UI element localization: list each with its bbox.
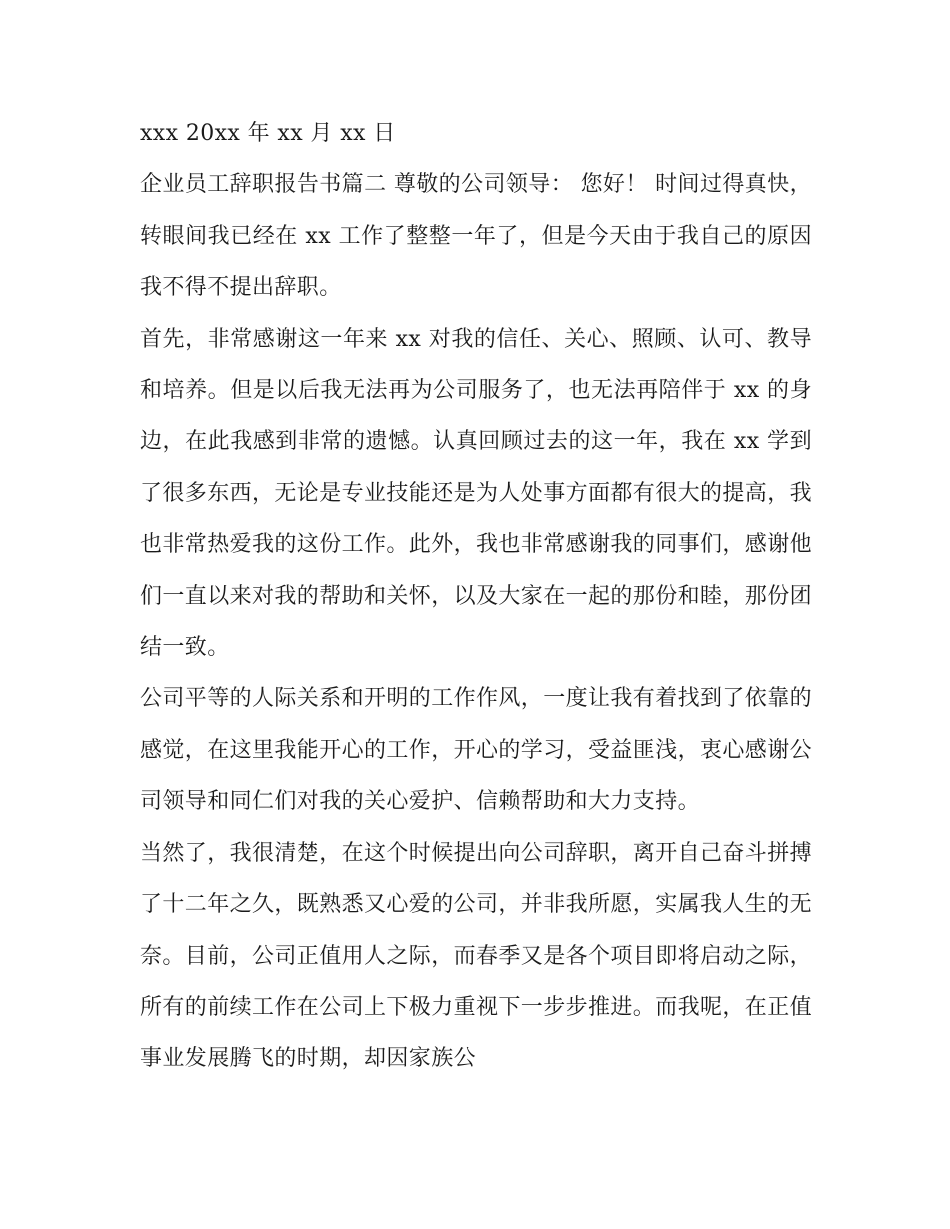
paragraph-greeting: 企业员工辞职报告书篇二 尊敬的公司领导： 您好！ 时间过得真快，转眼间我已经在 xx 工作了整整一年了，但是今天由于我自己的原因我不得不提出辞职。: [140, 172, 812, 301]
date-line: xxx 20xx 年 xx 月 xx 日: [140, 121, 396, 146]
document-body: [140, 108, 812, 1085]
paragraph-reason: 当然了，我很清楚，在这个时候提出向公司辞职，离开自己奋斗拼搏了十二年之久，既熟悉又心爱的公司，并非我所愿，实属我人生的无奈。目前，公司正值用人之际，而春季又是各个项目即将启动之际，所有的前续工作在公司上下极力重视下一步步推进。而我呢，在正值事业发展腾飞的时期，却因家族公: [140, 840, 813, 1072]
paragraph-gratitude: 首先，非常感谢这一年来 xx 对我的信任、关心、照顾、认可、教导和培养。但是以后我无法再为公司服务了，也无法再陪伴于 xx 的身边，在此我感到非常的遗憾。认真回顾过去的这一年，我在 xx 学到了很多东西，无论是专业技能还是为人处事方面都有很大的提高，我也非常热爱我的这份工作。此外，我也非常感谢我的同事们，感谢他们一直以来对我的帮助和关怀，以及大家在一起的那份和睦，那份团结一致。: [140, 326, 813, 661]
paragraph-company-culture: 公司平等的人际关系和开明的工作作风，一度让我有着找到了依靠的感觉，在这里我能开心的工作，开心的学习，受益匪浅，衷心感谢公司领导和同仁们对我的关心爱护、信赖帮助和大力支持。: [140, 686, 813, 815]
